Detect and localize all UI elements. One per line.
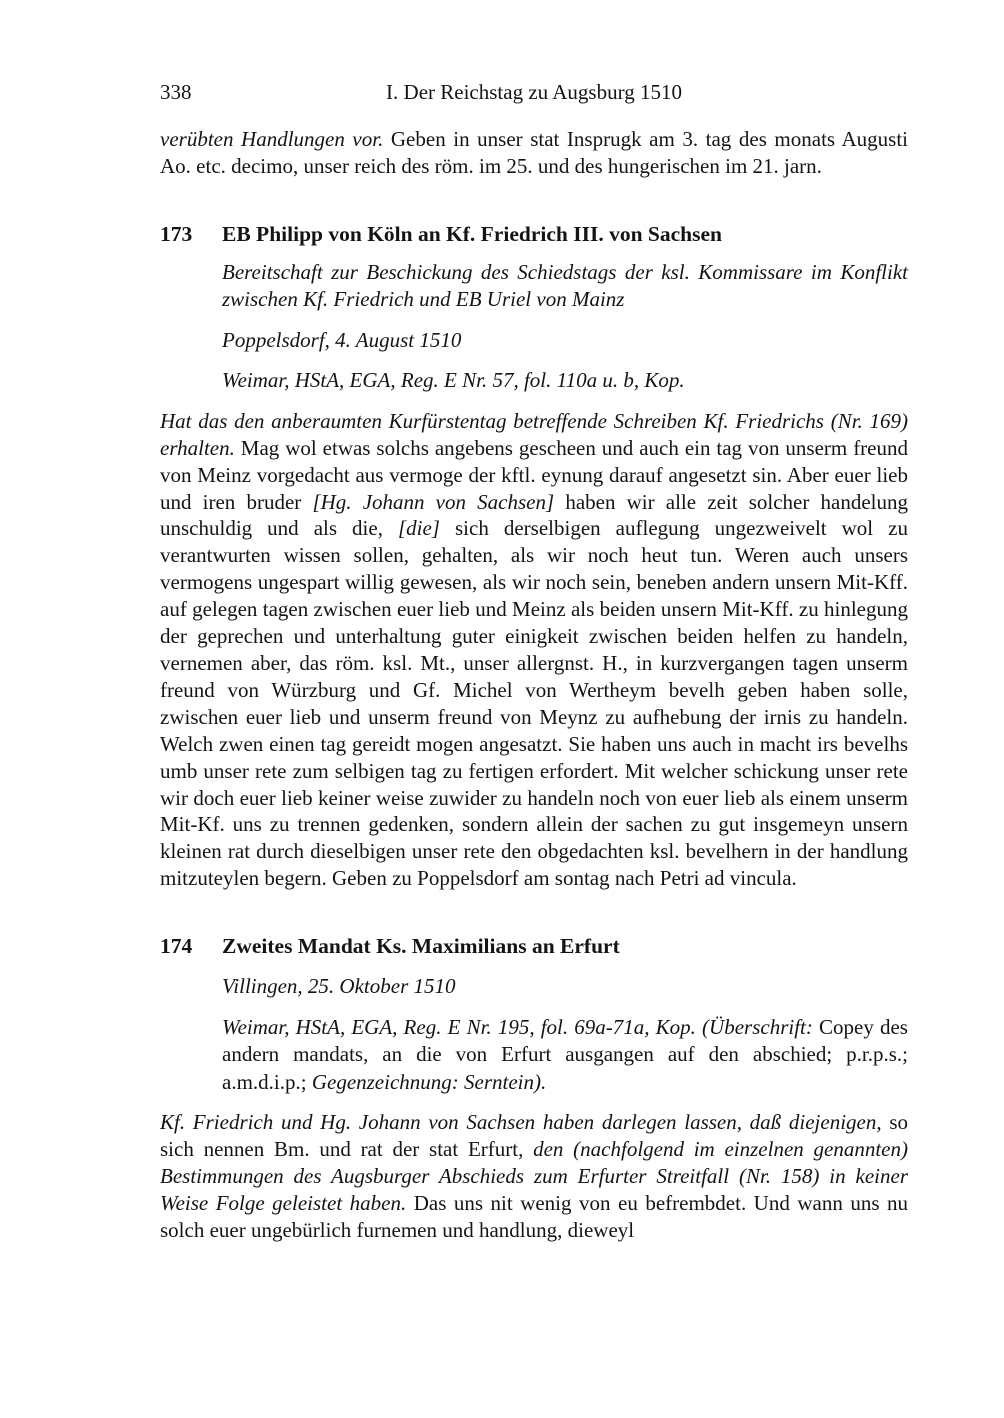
intro-paragraph: verübten Handlungen vor. Geben in unser stat Insprugk am 3. tag des monats Augusti Ao. etc. decimo, unser reich des röm. im 25. und des hungerischen im 21. jarn. xyxy=(160,127,908,178)
entry-number: 174 xyxy=(160,934,193,959)
entry-source: Weimar, HStA, EGA, Reg. E Nr. 57, fol. 110a u. b, Kop. xyxy=(222,368,685,393)
entry-body: Kf. Friedrich und Hg. Johann von Sachsen haben darlegen lassen, daß diejenigen, so sich nennen Bm. und rat der stat Erfurt, den (nachfolgend im einzelnen genannten) Bestimmungen des Augsburger Abschieds zum Erfurter Streitfall (Nr. 158) in keiner Weise Folge geleistet haben. Das uns nit wenig von eu befrembdet. Und wann uns nu solch euer ungebürlich furnemen und handlung, dieweyl xyxy=(160,1110,908,1242)
entry-summary: Bereitschaft zur Beschickung des Schiedstags der ksl. Kommissare im Konflikt zwischen Kf. Friedrich und EB Uriel von Mainz xyxy=(222,259,908,312)
entry-title: Zweites Mandat Ks. Maximilians an Erfurt xyxy=(222,934,620,959)
entry-number: 173 xyxy=(160,221,193,246)
entry-heading xyxy=(160,220,908,248)
running-header: I. Der Reichstag zu Augsburg 1510 xyxy=(386,80,682,104)
entry-173 xyxy=(160,220,908,892)
entry-title: EB Philipp von Köln an Kf. Friedrich III. von Sachsen xyxy=(222,221,722,246)
entry-place-date: Villingen, 25. Oktober 1510 xyxy=(222,974,456,999)
entry-place-date: Poppelsdorf, 4. August 1510 xyxy=(222,327,462,352)
entry-174 xyxy=(160,932,908,1244)
page-number: 338 xyxy=(160,80,192,104)
page-header xyxy=(160,80,908,108)
entry-source: Weimar, HStA, EGA, Reg. E Nr. 195, fol. 69a-71a, Kop. (Überschrift: Copey des andern mandats, an die von Erfurt ausgangen auf den abschied; p.r.p.s.; a.m.d.i.p.; Gegenzeichnung: Serntein). xyxy=(222,1014,908,1094)
entry-heading xyxy=(160,932,908,960)
entry-body: Hat das den anberaumten Kurfürstentag betreffende Schreiben Kf. Friedrichs (Nr. 169) erhalten. Mag wol etwas solchs angebens gescheen und auch ein tag von unserm freund von Meinz vorgedacht aus vermoge der kftl. eynung darauf angesetzt sin. Aber euer lieb und iren bruder [Hg. Johann von Sachsen] haben wir alle zeit solcher handelung unschuldig und als die, [die] sich derselbigen auflegung ungezweivelt wol zu verantwurten wissen sollen, gehalten, als wir noch heut tun. Weren auch unsers vermogens ungespart willig gewesen, als wir noch sein, beneben andern unsern Mit-Kff. auf gelegen tagen zwischen euer lieb und Meinz als beiden unsern Mit-Kff. zu hinlegung der geprechen und unterhaltung guter einigkeit zwischen beiden helfen zu handeln, vernemen aber, das röm. ksl. Mt., unser allergnst. H., in kurzvergangen tagen unserm freund von Würzburg und Gf. Michel von Wertheym bevelh geben haben solle, zwischen euer lieb und unserm freund von Meynz zu aufhebung der irnis zu handeln. Welch zwen einen tag gereidt mogen angesatzt. Sie haben uns auch in macht irs bevelhs umb unser rete zum selbigen tag zu fertigen erfordert. Mit welcher schickung unser rete wir doch euer lieb keiner weise zuwider zu handeln noch von euer lieb als einem unserm Mit-Kf. uns zu trennen gedenken, sondern allein der sachen zu gut insgemeyn unsern kleinen rat durch dieselbigen unser rete den obgedachten ksl. bevelhern in der handlung mitzuteylen begern. Geben zu Poppelsdorf am sontag nach Petri ad vincula. xyxy=(160,408,908,891)
